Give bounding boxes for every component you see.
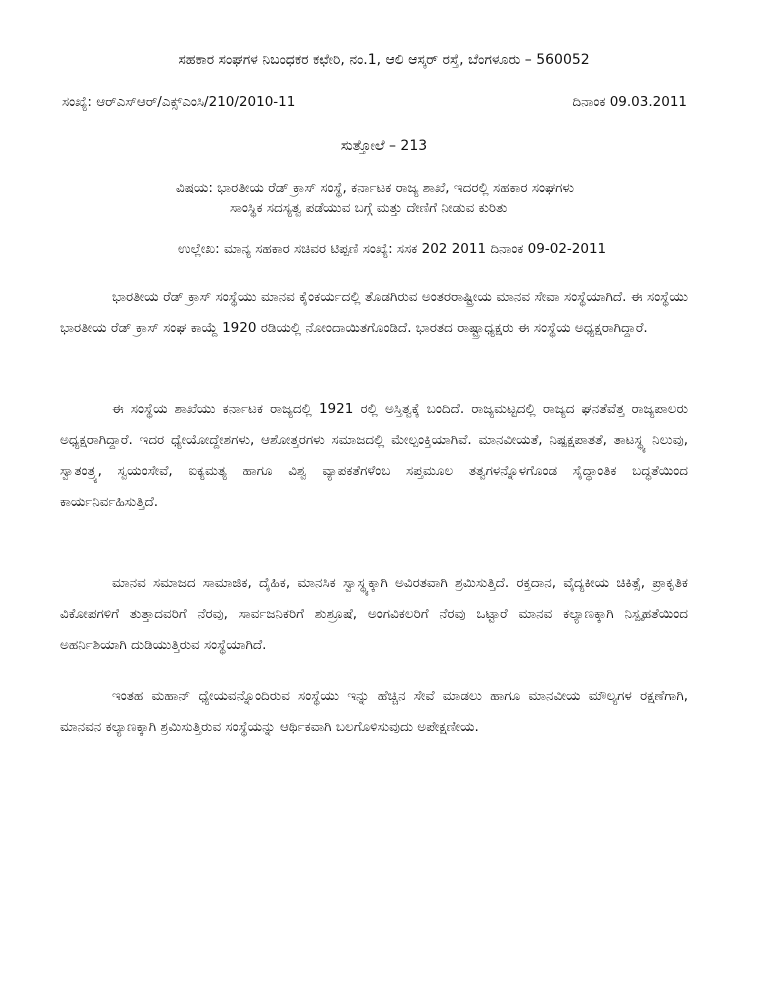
circular-title: ಸುತ್ತೋಲೆ – 213: [340, 138, 428, 154]
body-paragraph-4: ಇಂತಹ ಮಹಾನ್ ಧ್ಯೇಯವನ್ನೊಂದಿರುವ ಸಂಸ್ಥೆಯು ಇನ್ನು ಹೆಚ್ಚಿನ ಸೇವೆ ಮಾಡಲು ಹಾಗೂ ಮಾನವೀಯ ಮೌಲ್ಯಗಳ ರಕ್ಷಣೆಗಾಗಿ, ಮಾನವನ ಕಲ್ಯಾಣಕ್ಕಾಗಿ ಶ್ರಮಿಸುತ್ತಿರುವ ಸಂಸ್ಥೆಯನ್ನು ಆರ್ಥಿಕವಾಗಿ ಬಲಗೊಳಿಸುವುದು ಅಪೇಕ್ಷಣೀಯ.: [60, 688, 688, 735]
subject-block: [176, 178, 696, 218]
body-paragraph-2: ಈ ಸಂಸ್ಥೆಯ ಶಾಖೆಯು ಕರ್ನಾಟಕ ರಾಜ್ಯದಲ್ಲಿ 1921 ರಲ್ಲಿ ಅಸ್ತಿತ್ವಕ್ಕೆ ಬಂದಿದೆ. ರಾಜ್ಯಮಟ್ಟದಲ್ಲಿ ರಾಜ್ಯದ ಘನತೆವೆತ್ತ ರಾಜ್ಯಪಾಲರು ಅಧ್ಯಕ್ಷರಾಗಿದ್ದಾರೆ. ಇದರ ಧ್ಯೇಯೋದ್ದೇಶಗಳು, ಆಶೋತ್ತರಗಳು ಸಮಾಜದಲ್ಲಿ ಮೇಲ್ಪಂಕ್ತಿಯಾಗಿವೆ. ಮಾನವೀಯತೆ, ನಿಷ್ಪಕ್ಷಪಾತತೆ, ತಾಟಸ್ಥ್ಯ ನಿಲುವು, ಸ್ವಾತಂತ್ರ್ಯ, ಸ್ವಯಂಸೇವೆ, ಐಕ್ಯಮತ್ಯ ಹಾಗೂ ವಿಶ್ವ ವ್ಯಾಪಕತೆಗಳೆಂಬ ಸಪ್ತಮೂಲ ತತ್ವಗಳನ್ನೊಳಗೊಂಡ ಸೈದ್ಧಾಂತಿಕ ಬದ್ಧತೆಯಿಂದ ಕಾರ್ಯನಿರ್ವಹಿಸುತ್ತಿದೆ.: [60, 401, 688, 510]
office-address-heading: ಸಹಕಾರ ಸಂಘಗಳ ನಿಬಂಧಕರ ಕಛೇರಿ, ನಂ.1, ಆಲಿ ಆಸ್ಕರ್ ರಸ್ತೆ, ಬೆಂಗಳೂರು – 560052: [178, 52, 590, 68]
reference-date: ದಿನಾಂಕ 09.03.2011: [572, 94, 687, 110]
body-paragraph-1: ಭಾರತೀಯ ರೆಡ್ ಕ್ರಾಸ್ ಸಂಸ್ಥೆಯು ಮಾನವ ಕೈಂಕರ್ಯದಲ್ಲಿ ತೊಡಗಿರುವ ಅಂತರರಾಷ್ಟ್ರೀಯ ಮಾನವ ಸೇವಾ ಸಂಸ್ಥೆಯಾಗಿದೆ. ಈ ಸಂಸ್ಥೆಯು ಭಾರತೀಯ ರೆಡ್ ಕ್ರಾಸ್ ಸಂಘ ಕಾಯ್ದೆ 1920 ರಡಿಯಲ್ಲಿ ನೋಂದಾಯಿತಗೊಂಡಿದೆ. ಭಾರತದ ರಾಷ್ಟ್ರಾಧ್ಯಕ್ಷರು ಈ ಸಂಸ್ಥೆಯ ಅಧ್ಯಕ್ಷರಾಗಿದ್ದಾರೆ.: [60, 289, 688, 336]
subject-line-1: ವಿಷಯ: ಭಾರತೀಯ ರೆಡ್ ಕ್ರಾಸ್ ಸಂಸ್ಥೆ, ಕರ್ನಾಟಕ ರಾಜ್ಯ ಶಾಖೆ, ಇದರಲ್ಲಿ ಸಹಕಾರ ಸಂಘಗಳು: [176, 180, 575, 196]
reference-row: [62, 94, 687, 110]
reference-mention: ಉಲ್ಲೇಖ: ಮಾನ್ಯ ಸಹಕಾರ ಸಚಿವರ ಟಿಪ್ಪಣಿ ಸಂಖ್ಯೆ: ಸಸಕ 202 2011 ದಿನಾಂಕ 09-02-2011: [178, 241, 607, 257]
body-paragraph-3: ಮಾನವ ಸಮಾಜದ ಸಾಮಾಜಿಕ, ದೈಹಿಕ, ಮಾನಸಿಕ ಸ್ವಾಸ್ಥ್ಯಕ್ಕಾಗಿ ಅವಿರತವಾಗಿ ಶ್ರಮಿಸುತ್ತಿದೆ. ರಕ್ತದಾನ, ವೈದ್ಯಕೀಯ ಚಿಕಿತ್ಸೆ, ಪ್ರಾಕೃತಿಕ ವಿಕೋಪಗಳಿಗೆ ತುತ್ತಾದವರಿಗೆ ನೆರವು, ಸಾರ್ವಜನಿಕರಿಗೆ ಶುಶ್ರೂಷೆ, ಅಂಗವಿಕಲರಿಗೆ ನೆರವು ಒಟ್ಟಾರೆ ಮಾನವ ಕಲ್ಯಾಣಕ್ಕಾಗಿ ನಿಸ್ಪೃಹತೆಯಿಂದ ಅಹರ್ನಿಶಿಯಾಗಿ ದುಡಿಯುತ್ತಿರುವ ಸಂಸ್ಥೆಯಾಗಿದೆ.: [60, 575, 688, 653]
reference-number: ಸಂಖ್ಯೆ: ಆರ್‌ಎಸ್‌ಆರ್/ಎಕ್ಸ್‌ಎಂಸಿ/210/2010-11: [62, 94, 296, 110]
subject-line-2: ಸಾಂಸ್ಥಿಕ ಸದಸ್ಯತ್ವ ಪಡೆಯುವ ಬಗ್ಗೆ ಮತ್ತು ದೇಣಿಗೆ ನೀಡುವ ಕುರಿತು: [230, 200, 508, 216]
